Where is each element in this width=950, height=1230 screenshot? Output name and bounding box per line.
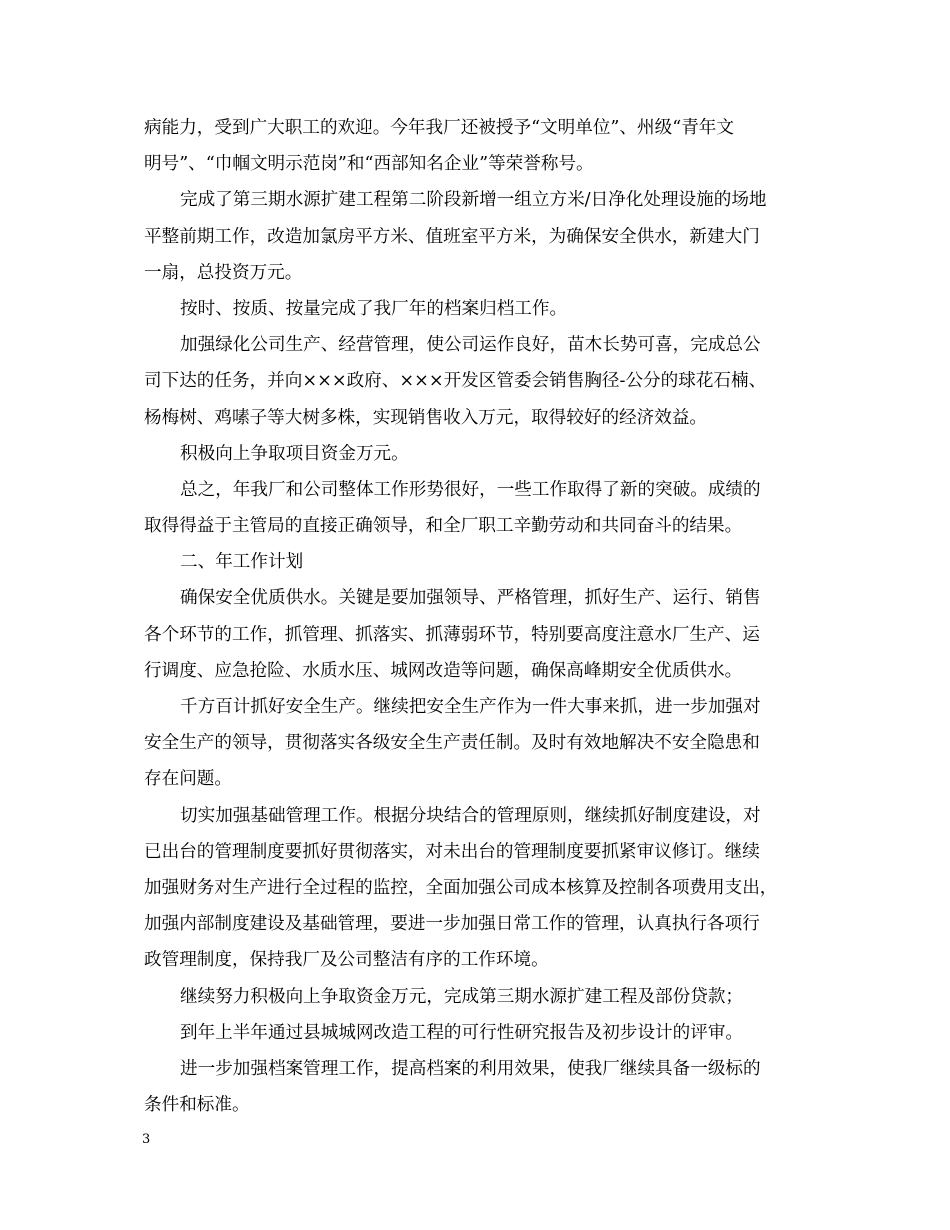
text-line: 加强内部制度建设及基础管理，要进一步加强日常工作的管理，认真执行各项行 — [144, 914, 760, 935]
document-body — [144, 110, 804, 1123]
text-line: 进一步加强档案管理工作，提高档案的利用效果，使我厂继续具备一级标的 — [180, 1058, 761, 1079]
text-line: 行调度、应急抢险、水质水压、城网改造等问题，确保高峰期安全优质供水。 — [144, 660, 743, 681]
text-line: 平整前期工作，改造加氯房平方米、值班室平方米，为确保安全供水，新建大门 — [144, 226, 760, 247]
text-line: 加强绿化公司生产、经营管理，使公司运作良好，苗木长势可喜，完成总公 — [180, 335, 761, 356]
text-line: 各个环节的工作，抓管理、抓落实、抓薄弱环节，特别要高度注意水厂生产、运 — [144, 624, 760, 645]
text-line: 存在问题。 — [144, 769, 232, 790]
text-line: 安全生产的领导，贯彻落实各级安全生产责任制。及时有效地解决不安全隐患和 — [144, 733, 760, 754]
text-line: 总之，年我厂和公司整体工作形势很好，一些工作取得了新的突破。成绩的 — [180, 479, 761, 500]
text-line: 千方百计抓好安全生产。继续把安全生产作为一件大事来抓，进一步加强对 — [180, 697, 761, 717]
text-line: 杨梅树、鸡嗉子等大树多株，实现销售收入万元，取得较好的经济效益。 — [144, 407, 708, 428]
text-line: 按时、按质、按量完成了我厂年的档案归档工作。 — [180, 298, 568, 319]
text-line: 积极向上争取项目资金万元。 — [180, 443, 409, 464]
text-line: 一扇，总投资万元。 — [144, 262, 303, 283]
text-line: 继续努力积极向上争取资金万元，完成第三期水源扩建工程及部份贷款； — [180, 986, 744, 1007]
page-number: 3 — [142, 1132, 151, 1147]
text-line: 取得得益于主管局的直接正确领导，和全厂职工辛勤劳动和共同奋斗的结果。 — [144, 516, 743, 537]
text-line: 司下达的任务，并向×××政府、×××开发区管委会销售胸径-公分的球花石楠、 — [144, 371, 767, 392]
text-line: 条件和标准。 — [144, 1095, 250, 1116]
text-line: 已出台的管理制度要抓好贯彻落实，对未出台的管理制度要抓紧审议修订。继续 — [144, 841, 760, 862]
text-line: 切实加强基础管理工作。根据分块结合的管理原则，继续抓好制度建设，对 — [180, 805, 761, 826]
text-line: 病能力，受到广大职工的欢迎。今年我厂还被授予“文明单位”、州级“青年文 — [144, 118, 734, 138]
text-line: 完成了第三期水源扩建工程第二阶段新增一组立方米/日净化处理设施的场地 — [180, 190, 767, 211]
text-line: 到年上半年通过县城城网改造工程的可行性研究报告及初步设计的评审。 — [180, 1022, 744, 1043]
text-line: 加强财务对生产进行全过程的监控，全面加强公司成本核算及控制各项费用支出， — [144, 877, 778, 898]
text-line: 确保安全优质供水。关键是要加强领导、严格管理，抓好生产、运行、销售 — [180, 588, 761, 609]
text-line: 明号”、“巾帼文明示范岗”和“西部知名企业”等荣誉称号。 — [144, 154, 594, 175]
text-line: 二、年工作计划 — [180, 552, 304, 573]
text-line: 政管理制度，保持我厂及公司整洁有序的工作环境。 — [144, 950, 549, 971]
